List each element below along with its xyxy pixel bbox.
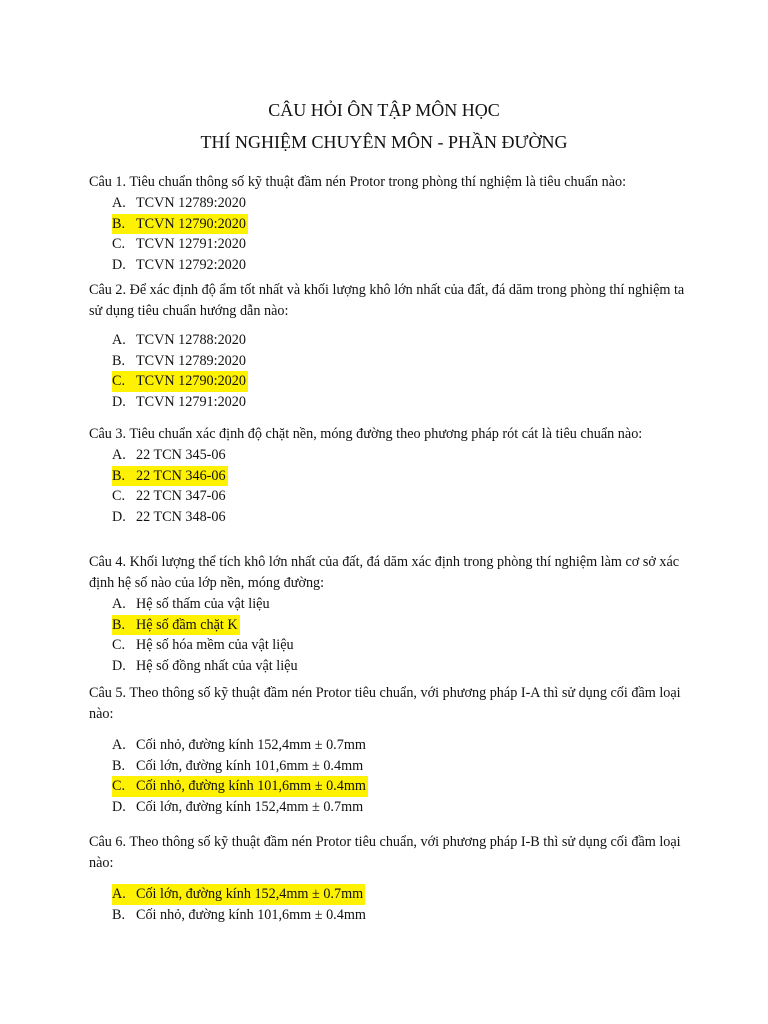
question-4 (89, 552, 689, 676)
option-letter: D. (112, 798, 126, 815)
document-title-line2: THÍ NGHIỆM CHUYÊN MÔN - PHẦN ĐƯỜNG (200, 132, 568, 152)
option-b (112, 756, 689, 777)
option-text: TCVN 12790:2020 (136, 373, 246, 390)
option-letter: A. (112, 447, 126, 463)
option-list (112, 330, 689, 412)
option-d (112, 392, 689, 413)
option-letter: C. (112, 778, 126, 795)
question-text: Câu 1. Tiêu chuẩn thông số kỹ thuật đầm nén Protor trong phòng thí nghiệm là tiêu chuẩn nào: (89, 174, 627, 190)
option-b (112, 351, 689, 372)
question-2 (89, 280, 689, 412)
option-letter: A. (112, 596, 126, 612)
answer-option (112, 635, 296, 656)
option-letter: B. (112, 352, 126, 369)
option-text: Cối nhỏ, đường kính 101,6mm ± 0.4mm (136, 778, 366, 795)
option-d (112, 656, 689, 677)
option-c (112, 486, 689, 507)
option-text: TCVN 12788:2020 (136, 332, 246, 348)
option-letter: C. (112, 236, 126, 253)
option-a (112, 735, 689, 756)
question-5 (89, 683, 689, 817)
option-a (112, 445, 689, 466)
option-letter: D. (112, 393, 126, 410)
option-text: TCVN 12792:2020 (136, 256, 246, 273)
option-d (112, 255, 689, 276)
option-a (112, 193, 689, 214)
option-text: Cối lớn, đường kính 152,4mm ± 0.7mm (136, 798, 364, 815)
question-text: Câu 5. Theo thông số kỹ thuật đầm nén Protor tiêu chuẩn, với phương pháp I-A thì sử dụng cối đầm loại nào: (89, 685, 681, 722)
answer-option (112, 656, 300, 677)
option-text: Cối lớn, đường kính 152,4mm ± 0.7mm (136, 886, 364, 902)
question-text: Câu 6. Theo thông số kỹ thuật đầm nén Protor tiêu chuẩn, với phương pháp I-B thì sử dụng cối đầm loại nào: (89, 834, 681, 871)
option-list (112, 735, 689, 817)
option-text: Cối lớn, đường kính 101,6mm ± 0.4mm (136, 757, 364, 774)
option-letter: D. (112, 508, 126, 525)
answer-option (112, 193, 248, 214)
option-letter: D. (112, 256, 126, 273)
option-letter: B. (112, 215, 126, 232)
option-list (112, 193, 689, 275)
option-text: TCVN 12789:2020 (136, 195, 246, 211)
answer-option (112, 486, 228, 507)
answer-option (112, 905, 368, 926)
answer-option (112, 756, 365, 777)
option-letter: A. (112, 886, 126, 902)
highlighted-answer (112, 884, 365, 905)
option-text: 22 TCN 346-06 (136, 467, 226, 484)
answer-option (112, 445, 228, 466)
answer-option (112, 330, 248, 351)
option-list (112, 884, 689, 925)
question-text: Câu 3. Tiêu chuẩn xác định độ chặt nền, móng đường theo phương pháp rót cát là tiêu chuẩn nào: (89, 426, 643, 442)
answer-option (112, 255, 248, 276)
option-d (112, 507, 689, 528)
option-list (112, 594, 689, 676)
option-text: Hệ số đầm chặt K (136, 616, 238, 633)
option-text: 22 TCN 347-06 (136, 488, 226, 505)
option-text: 22 TCN 345-06 (136, 447, 226, 463)
question-6 (89, 832, 689, 925)
option-letter: C. (112, 488, 126, 505)
option-text: TCVN 12791:2020 (136, 393, 246, 410)
document-title-line1: CÂU HỎI ÔN TẬP MÔN HỌC (268, 100, 500, 120)
question-3 (89, 424, 689, 527)
option-text: Hệ số hóa mềm của vật liệu (136, 637, 294, 654)
option-text: Hệ số thấm của vật liệu (136, 596, 270, 612)
option-letter: C. (112, 637, 126, 654)
highlighted-answer (112, 466, 228, 487)
answer-option (112, 797, 365, 818)
option-letter: A. (112, 737, 126, 753)
option-b (112, 466, 689, 487)
option-text: TCVN 12790:2020 (136, 215, 246, 232)
option-letter: B. (112, 906, 126, 923)
option-letter: B. (112, 757, 126, 774)
option-letter: B. (112, 616, 126, 633)
option-list (112, 445, 689, 527)
answer-option (112, 735, 368, 756)
option-text: 22 TCN 348-06 (136, 508, 226, 525)
option-c (112, 776, 689, 797)
answer-option (112, 507, 228, 528)
answer-option (112, 351, 248, 372)
option-letter: A. (112, 332, 126, 348)
highlighted-answer (112, 214, 248, 235)
option-letter: B. (112, 467, 126, 484)
option-c (112, 635, 689, 656)
answer-option (112, 234, 248, 255)
option-letter: A. (112, 195, 126, 211)
option-letter: D. (112, 657, 126, 674)
option-text: Cối nhỏ, đường kính 152,4mm ± 0.7mm (136, 737, 366, 753)
highlighted-answer (112, 371, 248, 392)
option-text: TCVN 12791:2020 (136, 236, 246, 253)
question-1 (89, 172, 689, 275)
option-text: TCVN 12789:2020 (136, 352, 246, 369)
option-a (112, 594, 689, 615)
option-a (112, 884, 689, 905)
option-text: Cối nhỏ, đường kính 101,6mm ± 0.4mm (136, 906, 366, 923)
question-text: Câu 2. Để xác định độ ẩm tốt nhất và khối lượng khô lớn nhất của đất, đá dăm trong phòng thí nghiệm ta sử dụng tiêu chuẩn hướng dẫn nào: (89, 282, 685, 319)
answer-option (112, 392, 248, 413)
option-b (112, 615, 689, 636)
answer-option (112, 594, 272, 615)
question-text: Câu 4. Khối lượng thể tích khô lớn nhất của đất, đá dăm xác định trong phòng thí nghiệm làm cơ sở xác định hệ số nào của lớp nền, móng đường: (89, 554, 680, 591)
option-c (112, 234, 689, 255)
option-text: Hệ số đồng nhất của vật liệu (136, 657, 298, 674)
option-b (112, 214, 689, 235)
option-c (112, 371, 689, 392)
highlighted-answer (112, 615, 240, 636)
option-letter: C. (112, 373, 126, 390)
option-a (112, 330, 689, 351)
option-d (112, 797, 689, 818)
option-b (112, 905, 689, 926)
highlighted-answer (112, 776, 368, 797)
